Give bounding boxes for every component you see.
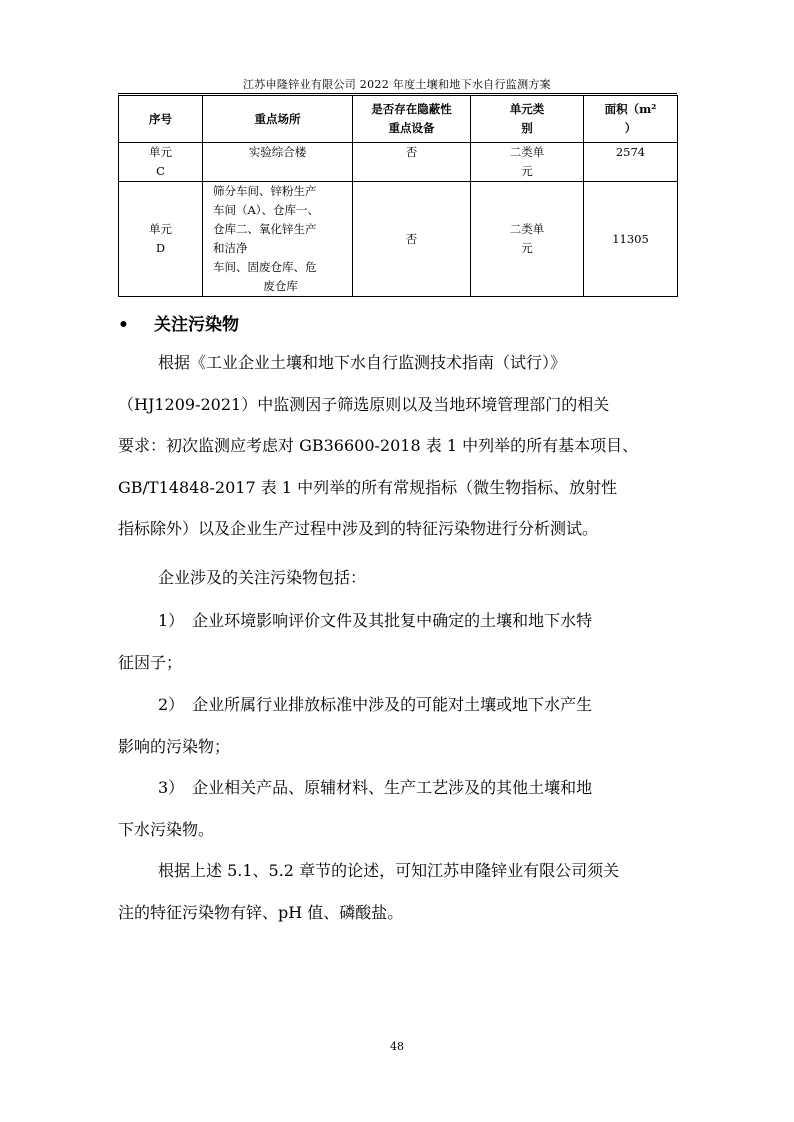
paragraph-line: 企业涉及的关注污染物包括： — [158, 568, 367, 587]
table-header-row — [119, 96, 678, 143]
paragraph-line: 影响的污染物； — [118, 736, 231, 756]
list-item — [118, 684, 677, 767]
category-cell: 二类单 元 — [471, 143, 584, 182]
paragraph-line: 根据《工业企业土壤和地下水自行监测技术指南（试行）》 — [158, 353, 567, 372]
paragraph-guideline — [118, 342, 677, 550]
paragraph-line: 3） 企业相关产品、原辅材料、生产工艺涉及的其他土壤和地 — [158, 778, 593, 797]
paragraph-line: 1） 企业环境影响评价文件及其批复中确定的土壤和地下水特 — [158, 611, 593, 630]
category-cell: 二类单 元 — [471, 182, 584, 297]
places-cell: 筛分车间、锌粉生产 车间（A）、仓库一、 仓库二、氧化锌生产 和洁净 车间、固废仓库、危 废仓库 — [203, 182, 353, 297]
unit-cell: 单元 C — [119, 143, 203, 182]
page-number: 48 — [390, 1040, 404, 1053]
header-key-places: 重点场所 — [203, 96, 353, 143]
header-area: 面积（m² ） — [584, 96, 678, 143]
paragraph-line: 要求：初次监测应考虑对 GB36600-2018 表 1 中列举的所有基本项目、 — [118, 436, 639, 455]
section-title: 关注污染物 — [154, 315, 239, 335]
places-cell: 实验综合楼 — [203, 143, 353, 182]
header-hidden-equipment: 是否存在隐蔽性 重点设备 — [353, 96, 471, 143]
paragraph-line: 征因子； — [118, 652, 183, 672]
area-cell: 11305 — [584, 182, 678, 297]
paragraph-line: （HJ1209-2021）中监测因子筛选原则以及当地环境管理部门的相关 — [118, 394, 610, 414]
paragraph-line: 根据上述 5.1、5.2 章节的论述，可知江苏申隆锌业有限公司须关 — [158, 861, 620, 880]
area-cell: 2574 — [584, 143, 678, 182]
header-unit-category: 单元类 别 — [471, 96, 584, 143]
table-row — [119, 143, 678, 182]
section-heading — [118, 310, 239, 335]
paragraph-line: 指标除外）以及企业生产过程中涉及到的特征污染物进行分析测试。 — [118, 519, 599, 538]
paragraph-line: 注的特征污染物有锌、pH 值、磷酸盐。 — [118, 902, 404, 922]
header-rule — [118, 93, 677, 94]
paragraph-intro — [118, 557, 677, 599]
paragraph-line: GB/T14848-2017 表 1 中列举的所有常规指标（微生物指标、放射性 — [118, 477, 618, 497]
key-units-table — [118, 95, 678, 297]
bullet-icon: • — [118, 315, 129, 335]
paragraph-line: 下水污染物。 — [118, 819, 215, 839]
table-row — [119, 182, 678, 297]
list-item — [118, 767, 677, 850]
hidden-equipment-cell: 否 — [353, 143, 471, 182]
list-item — [118, 600, 677, 683]
paragraph-line: 2） 企业所属行业排放标准中涉及的可能对土壤或地下水产生 — [158, 695, 593, 714]
header-serial: 序号 — [119, 96, 203, 143]
unit-cell: 单元 D — [119, 182, 203, 297]
paragraph-conclusion — [118, 850, 677, 933]
page-header-title: 江苏申隆锌业有限公司 2022 年度土壤和地下水自行监测方案 — [243, 78, 551, 91]
hidden-equipment-cell: 否 — [353, 182, 471, 297]
